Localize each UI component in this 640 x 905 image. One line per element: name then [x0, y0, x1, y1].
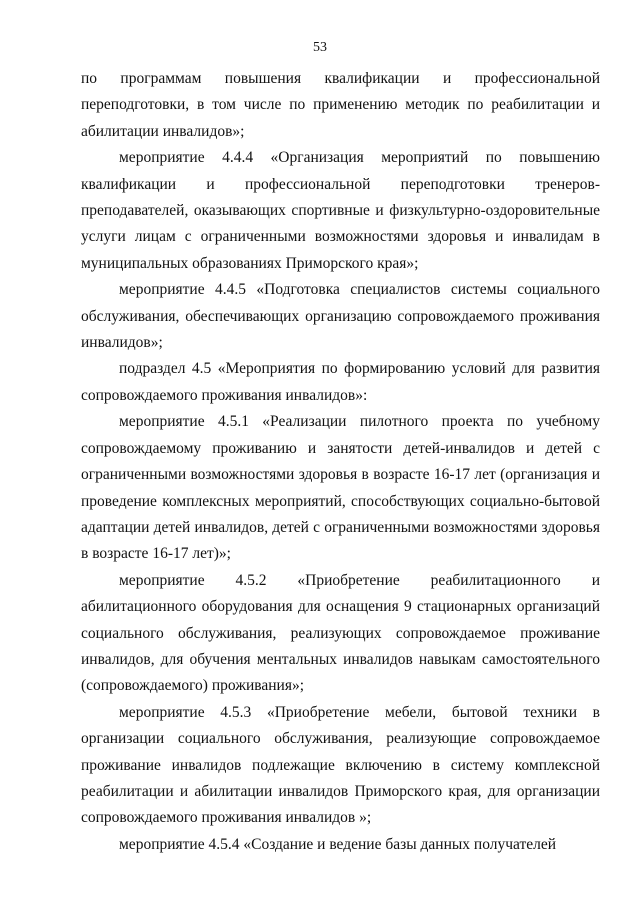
paragraph-measure-4-5-3: мероприятие 4.5.3 «Приобретение мебели, бытовой техники в организации социального обслуживания, реализующие сопровождаемое проживание инвалидов подлежащие включению в систему комплексной реабилитации и абилитации инвалидов Приморского края, для организации сопровождаемого проживания инвалидов »;: [81, 703, 600, 827]
paragraph-measure-4-4-5: мероприятие 4.4.5 «Подготовка специалистов системы социального обслуживания, обеспечивающих организацию сопровождаемого проживания инвалидов»;: [81, 281, 600, 352]
paragraph-measure-4-5-1: мероприятие 4.5.1 «Реализации пилотного проекта по учебному сопровождаемому проживанию и занятости детей-инвалидов и детей с ограниченными возможностями здоровья в возрасте 16-17 лет (организация и проведение комплексных мероприятий, способствующих социально-бытовой адаптации детей инвалидов, детей с ограниченными возможностями здоровья в возрасте 16-17 лет)»;: [81, 413, 600, 563]
paragraph-continuation: по программам повышения квалификации и профессиональной переподготовки, в том числе по применению методик по реабилитации и абилитации инвалидов»;: [81, 70, 600, 140]
page-number: 53: [313, 40, 327, 55]
body-text: [81, 66, 600, 858]
paragraph-measure-4-5-2: мероприятие 4.5.2 «Приобретение реабилитационного и абилитационного оборудования для оснащения 9 стационарных организаций социального обслуживания, реализующих сопровождаемое проживание инвалидов, для обучения ментальных инвалидов навыкам самостоятельного (сопровождаемого) проживания»;: [81, 571, 600, 695]
paragraph-measure-4-5-4: мероприятие 4.5.4 «Создание и ведение базы данных получателей: [119, 835, 557, 853]
paragraph-measure-4-4-4: мероприятие 4.4.4 «Организация мероприятий по повышению квалификации и профессиональной переподготовки тренеров-преподавателей, оказывающих спортивные и физкультурно-оздоровительные услуги лицам с ограниченными возможностями здоровья и инвалидам в муниципальных образованиях Приморского края»;: [81, 149, 600, 272]
paragraph-subsection-4-5: подраздел 4.5 «Мероприятия по формированию условий для развития сопровождаемого проживания инвалидов»:: [81, 360, 600, 404]
